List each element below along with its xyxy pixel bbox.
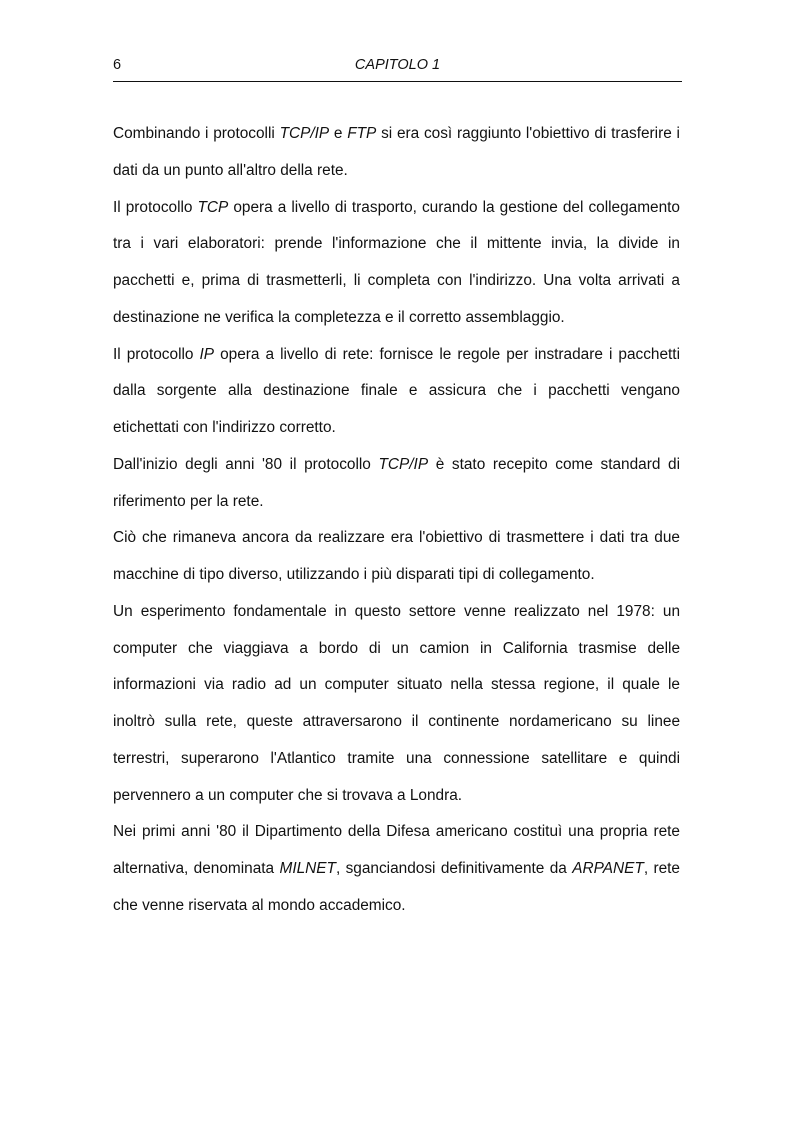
chapter-title: CAPITOLO 1 bbox=[354, 57, 441, 73]
body-text bbox=[113, 116, 680, 925]
paragraph-5: Ciò che rimaneva ancora da realizzare era l'obiettivo di trasmettere i dati tra due macchine di tipo diverso, utilizzando i più disparati tipi di collegamento. bbox=[113, 529, 680, 583]
term-ip: IP bbox=[199, 345, 215, 363]
paragraph-4: Dall'inizio degli anni '80 il protocollo TCP/IP è stato recepito come standard di riferimento per la rete. bbox=[113, 455, 680, 510]
paragraph-6: Un esperimento fondamentale in questo settore venne realizzato nel 1978: un computer che viaggiava a bordo di un camion in California trasmise delle informazioni via radio ad un computer situato nella stessa regione, il quale le inoltrò sulla rete, queste attraversarono il continente nordamericano su linee terrestri, superarono l'Atlantico tramite una connessione satellitare e quindi pervennero a un computer che si trovava a Londra. bbox=[113, 602, 680, 804]
header-rule bbox=[113, 81, 682, 82]
paragraph-3: Il protocollo IP opera a livello di rete: fornisce le regole per instradare i pacchetti dalla sorgente alla destinazione finale e assicura che i pacchetti vengano etichettati con l'indirizzo corretto. bbox=[113, 345, 680, 436]
term-tcp-ip: TCP/IP bbox=[378, 455, 429, 473]
term-tcp: TCP bbox=[197, 198, 229, 216]
page-header bbox=[113, 54, 682, 76]
page-number: 6 bbox=[113, 57, 122, 73]
paragraph-1: Combinando i protocolli TCP/IP e FTP si era così raggiunto l'obiettivo di trasferire i dati da un punto all'altro della rete. bbox=[113, 125, 680, 179]
term-ftp: FTP bbox=[347, 125, 377, 142]
term-tcp-ip: TCP/IP bbox=[279, 125, 330, 142]
term-milnet: MILNET bbox=[279, 860, 336, 877]
paragraph-2: Il protocollo TCP opera a livello di trasporto, curando la gestione del collegamento tra i vari elaboratori: prende l'informazione che il mittente invia, la divide in pacchetti e, prima di trasmetterli, li completa con l'indirizzo. Una volta arrivati a destinazione ne verifica la completezza e il corretto assemblaggio. bbox=[113, 198, 680, 326]
paragraph-7: Nei primi anni '80 il Dipartimento della Difesa americano costituì una propria rete alternativa, denominata MILNET, sganciandosi definitivamente da ARPANET, rete che venne riservata al mondo accademico. bbox=[113, 823, 680, 914]
term-arpanet: ARPANET bbox=[572, 860, 644, 877]
